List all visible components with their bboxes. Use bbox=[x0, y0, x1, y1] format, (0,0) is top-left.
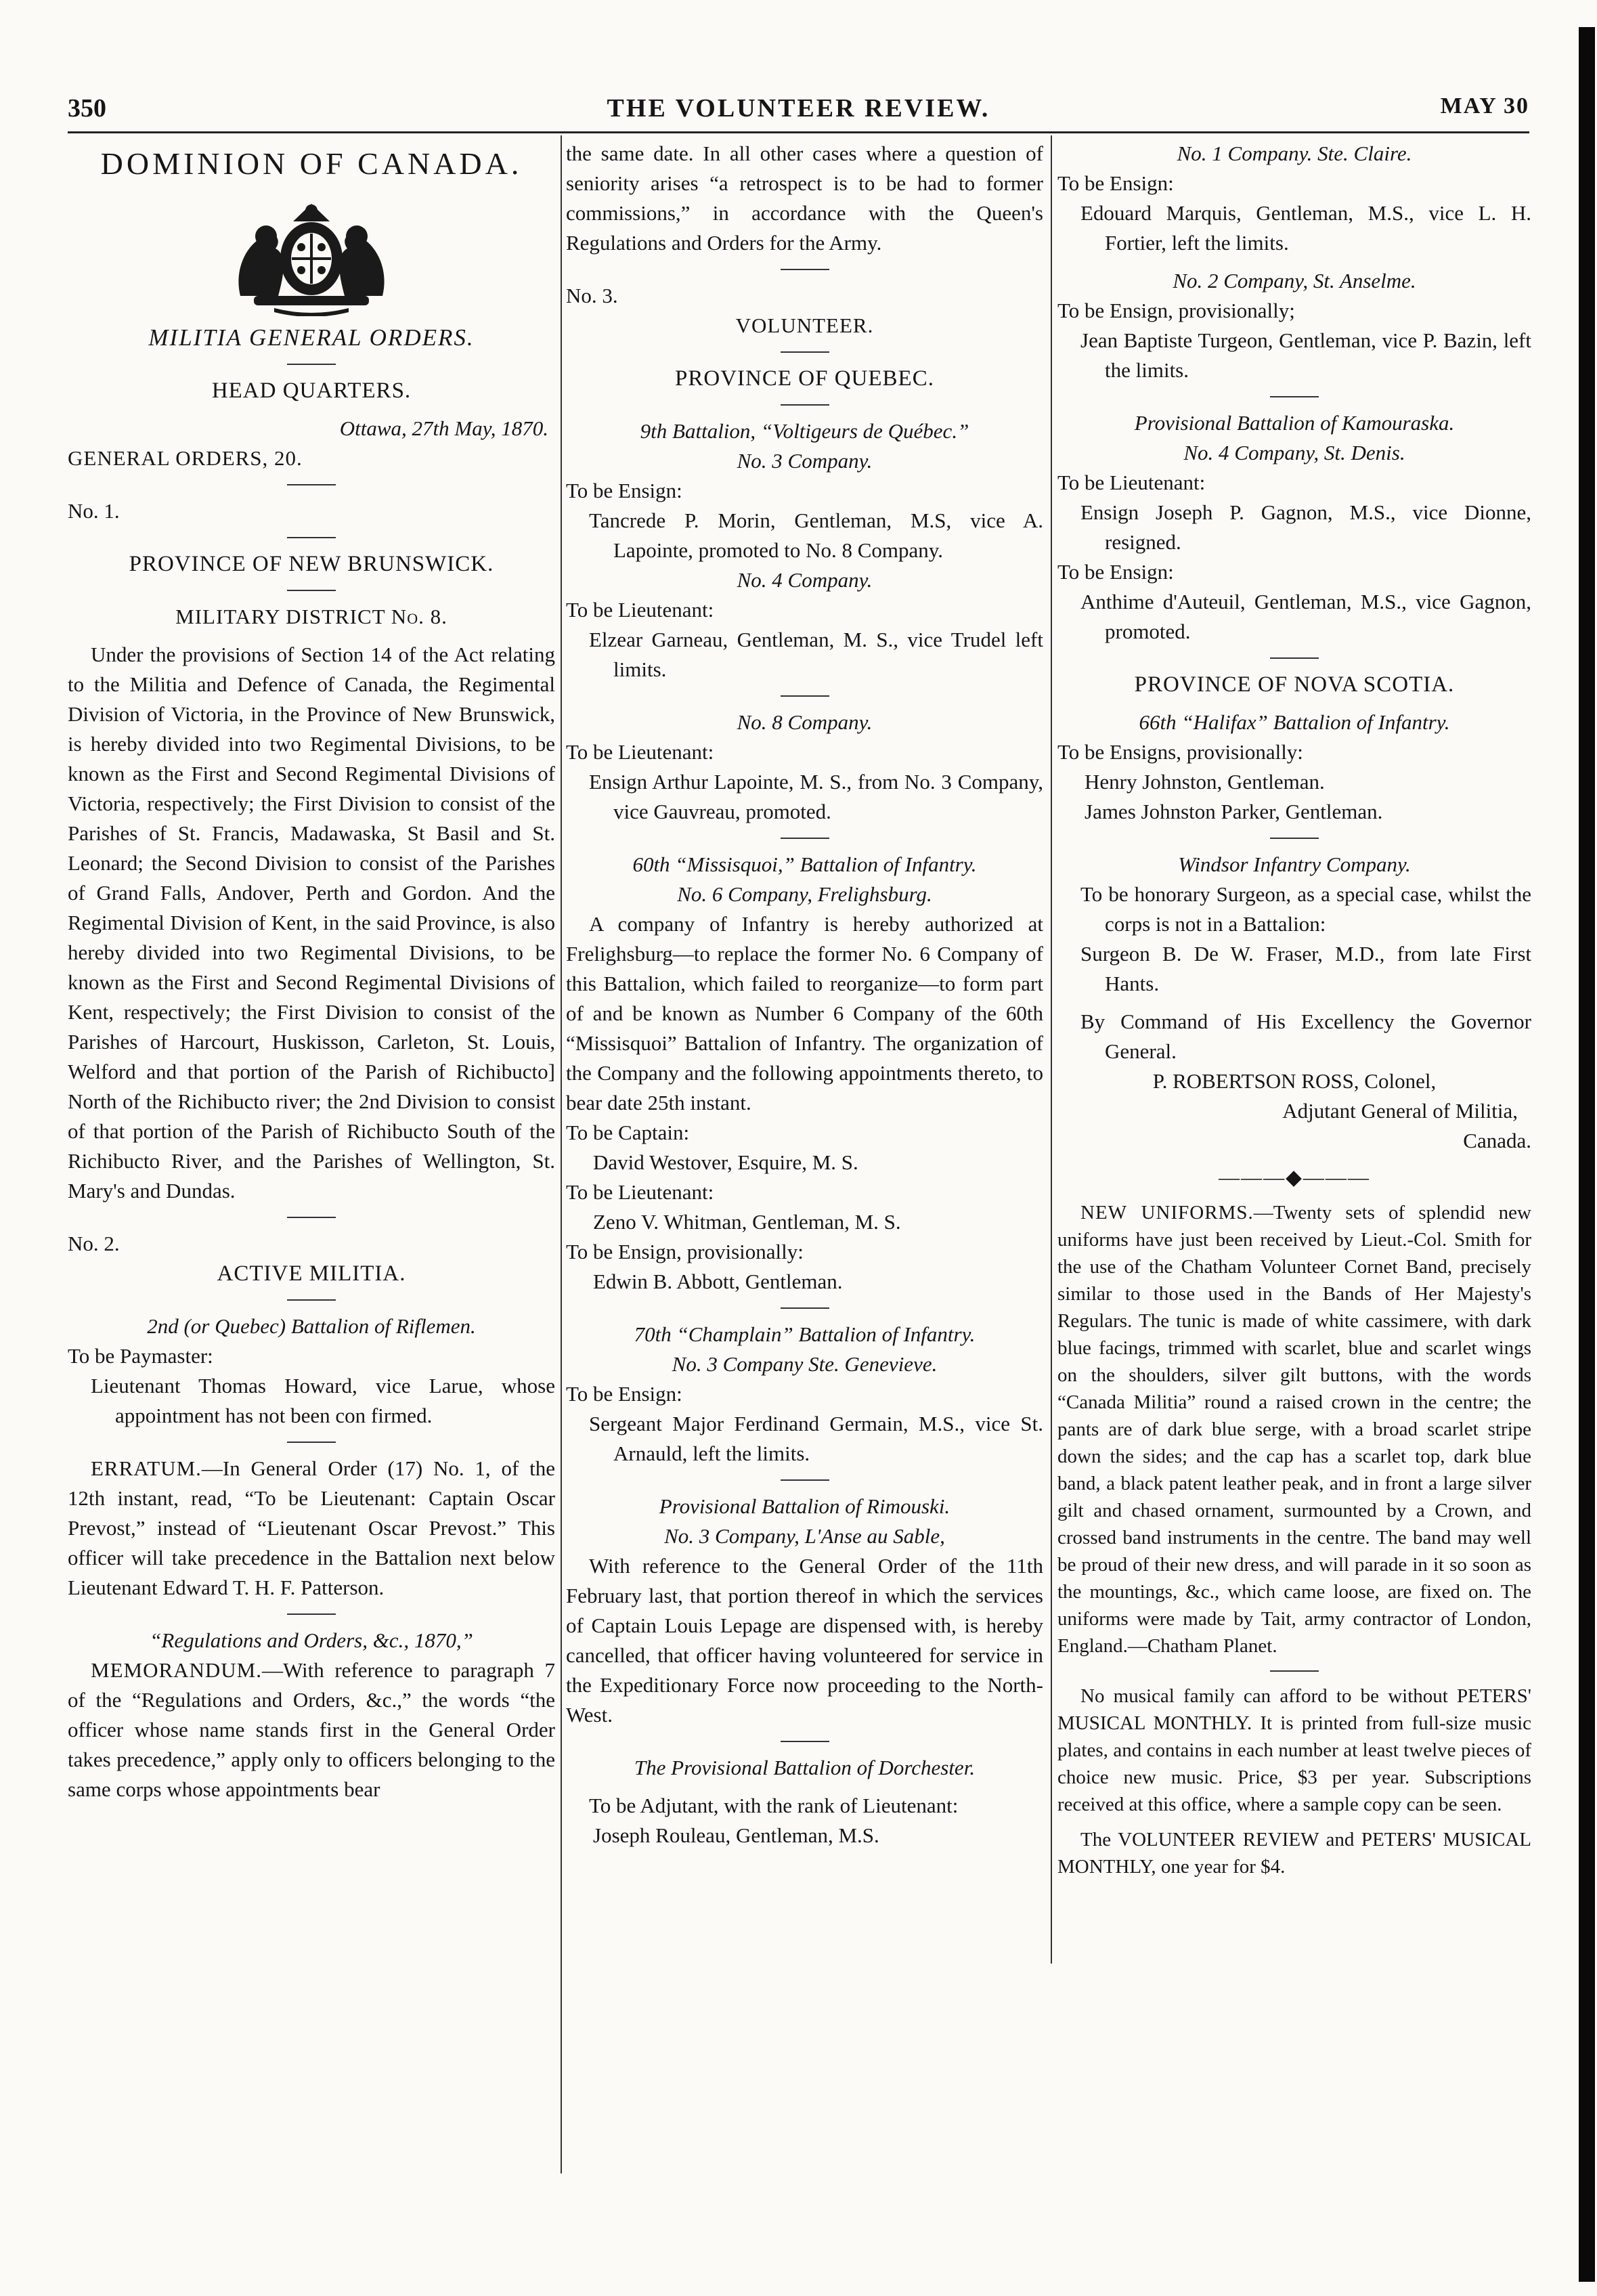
battalion-heading: 66th “Halifax” Battalion of Infantry. bbox=[1139, 710, 1450, 734]
order-number: No. 2. bbox=[68, 1232, 120, 1255]
order-paragraph: With reference to the General Order of the 11th February last, that portion thereof in which the services of Captain Louis Lepage are dispensed with, is hereby cancelled, that officer having volunteered for service in the Expeditionary Force now proceeding to the North-West. bbox=[566, 1554, 1043, 1727]
divider bbox=[1270, 396, 1319, 397]
divider bbox=[1270, 838, 1319, 839]
company-heading: No. 3 Company, L'Anse au Sable, bbox=[664, 1524, 945, 1548]
general-orders-number: GENERAL ORDERS, 20. bbox=[68, 446, 303, 470]
signature-title: Adjutant General of Militia, bbox=[1282, 1099, 1518, 1123]
appointment-text: Anthime d'Auteuil, Gentleman, M.S., vice Gagnon, promoted. bbox=[1080, 590, 1531, 643]
divider bbox=[781, 695, 829, 697]
appointment-text: Ensign Joseph P. Gagnon, M.S., vice Dionne, resigned. bbox=[1080, 500, 1531, 554]
divider bbox=[781, 351, 829, 353]
divider bbox=[781, 404, 829, 406]
divider bbox=[287, 1217, 336, 1218]
music-advertisement: No musical family can afford to be without PETERS' MUSICAL MONTHLY. It is printed from full-size music plates, and contains in each number at least twelve pieces of choice new music. Price, $3 per year. Subscriptions received at this office, where a sample copy can be seen. bbox=[1057, 1685, 1531, 1815]
signature-place: Canada. bbox=[1463, 1129, 1531, 1152]
divider bbox=[287, 484, 336, 485]
uniforms-heading: NEW UNIFORMS. bbox=[1080, 1202, 1254, 1223]
battalion-heading: 2nd (or Quebec) Battalion of Riflemen. bbox=[147, 1314, 476, 1338]
divider bbox=[287, 1299, 336, 1301]
company-heading: No. 8 Company. bbox=[737, 710, 873, 734]
active-militia-heading: ACTIVE MILITIA. bbox=[217, 1261, 406, 1286]
column-3 bbox=[1057, 139, 1531, 2224]
command-line: By Command of His Excellency the Governor General. bbox=[1080, 1010, 1531, 1063]
battalion-heading: Provisional Battalion of Rimouski. bbox=[659, 1494, 950, 1518]
battalion-heading: 9th Battalion, “Voltigeurs de Québec.” bbox=[640, 419, 969, 443]
signature-name: P. ROBERTSON ROSS, Colonel, bbox=[1152, 1069, 1437, 1093]
order-paragraph: Under the provisions of Section 14 of the Act relating to the Militia and Defence of Canada, the Regimental Division of Victoria, in the Province of New Brunswick, is hereby divided into two Regimental Divisions, to be known as the First and Second Regimental Divisions of Victoria, respectively; the First Division to consist of the Parishes of St. Francis, Madawaska, St Basil and St. Leonard; the Second Division to consist of the Parishes of Grand Falls, Andover, Perth and Gordon. And the Regimental Division of Kent, in the said Province, is also hereby divided into two Regimental Divisions, to be known as the First and Second Regimental Divisions of Kent, respectively; the First Division to consist of the Parishes of Harcourt, Huskisson, Carleton, St. Louis, Welford and that portion of the Parish of Richibucto] North of the Richibucto river; the 2nd Division to consist of that portion of the Parish of Richibucto South of the Richibucto River, and the Parishes of Wellington, St. Mary's and Dundas. bbox=[68, 643, 555, 1203]
appointment-type: To be Lieutenant: bbox=[566, 1180, 714, 1204]
page-header bbox=[68, 93, 1529, 127]
company-heading: Windsor Infantry Company. bbox=[1178, 852, 1411, 876]
appointment-type: To be Lieutenant: bbox=[1057, 471, 1206, 494]
battalion-heading: 70th “Champlain” Battalion of Infantry. bbox=[634, 1322, 976, 1346]
column-1 bbox=[68, 139, 555, 2224]
appointment-text: Surgeon B. De W. Fraser, M.D., from late First Hants. bbox=[1080, 942, 1531, 995]
appointment-type: To be Ensign, provisionally; bbox=[1057, 299, 1295, 322]
place-date: Ottawa, 27th May, 1870. bbox=[339, 416, 548, 440]
memorandum-text: —With reference to paragraph 7 of the “Regulations and Orders, &c.,” the words “the officer whose name stands first in the General Order takes precedence,” apply only to officers belonging to the same corps whose appointments bear bbox=[68, 1658, 555, 1801]
issue-date: MAY 30 bbox=[1440, 93, 1529, 118]
company-heading: No. 4 Company. bbox=[737, 568, 873, 592]
appointment-text: Edwin B. Abbott, Gentleman. bbox=[593, 1270, 843, 1293]
province-heading: PROVINCE OF NEW BRUNSWICK. bbox=[129, 552, 494, 576]
appointment-text: James Johnston Parker, Gentleman. bbox=[1085, 800, 1383, 823]
appointment-text: Joseph Rouleau, Gentleman, M.S. bbox=[593, 1823, 879, 1847]
battalion-heading: Provisional Battalion of Kamouraska. bbox=[1134, 411, 1455, 435]
divider bbox=[781, 1741, 829, 1742]
divider bbox=[287, 537, 336, 538]
company-heading: No. 6 Company, Frelighsburg. bbox=[677, 882, 932, 906]
appointment-type: To be Lieutenant: bbox=[566, 598, 714, 622]
company-heading: No. 1 Company. Ste. Claire. bbox=[1177, 142, 1412, 165]
regulations-heading: “Regulations and Orders, &c., 1870,” bbox=[150, 1628, 473, 1652]
memorandum-heading: MEMORANDUM. bbox=[91, 1658, 262, 1682]
continued-paragraph: the same date. In all other cases where a question of seniority arises “a retrospect is to be had to former commissions,” in accordance with the Queen's Regulations and Orders for the Army. bbox=[566, 142, 1043, 255]
company-heading: No. 3 Company. bbox=[737, 449, 873, 473]
erratum-paragraph bbox=[68, 1454, 555, 1603]
royal-coat-of-arms-icon bbox=[213, 194, 410, 316]
appointment-text: Jean Baptiste Turgeon, Gentleman, vice P. Bazin, left the limits. bbox=[1080, 328, 1531, 382]
divider bbox=[287, 1613, 336, 1615]
battalion-heading: The Provisional Battalion of Dorchester. bbox=[634, 1756, 976, 1779]
appointment-type: To be Adjutant, with the rank of Lieutenant: bbox=[589, 1794, 959, 1817]
divider bbox=[781, 838, 829, 839]
appointment-text: Lieutenant Thomas Howard, vice Larue, whose appointment has not been con firmed. bbox=[91, 1374, 555, 1427]
district-heading: MILITARY DISTRICT No. 8. bbox=[175, 605, 447, 628]
appointment-type: To be Lieutenant: bbox=[566, 740, 714, 764]
company-heading: No. 2 Company, St. Anselme. bbox=[1173, 269, 1416, 293]
appointment-text: Henry Johnston, Gentleman. bbox=[1085, 770, 1325, 794]
appointment-text: Ensign Arthur Lapointe, M. S., from No. 3 Company, vice Gauvreau, promoted. bbox=[589, 770, 1043, 823]
appointment-type: To be Ensign: bbox=[1057, 171, 1174, 195]
appointment-type: To be Paymaster: bbox=[68, 1344, 213, 1368]
section-title: DOMINION OF CANADA. bbox=[100, 146, 523, 181]
page-edge-shadow bbox=[1579, 27, 1595, 2282]
head-quarters: HEAD QUARTERS. bbox=[211, 378, 412, 403]
erratum-heading: ERRATUM. bbox=[91, 1456, 202, 1480]
erratum-text: —In General Order (17) No. 1, of the 12th instant, read, “To be Lieutenant: Captain Oscar Prevost,” instead of “Lieutenant Oscar Prevost.” This officer will take precedence in the Battalion next below Lieutenant Edward T. H. F. Patterson. bbox=[68, 1456, 555, 1599]
divider bbox=[1270, 1670, 1319, 1672]
appointment-text: Zeno V. Whitman, Gentleman, M. S. bbox=[593, 1210, 901, 1234]
appointment-type: To be honorary Surgeon, as a special case, whilst the corps is not in a Battalion: bbox=[1080, 882, 1531, 936]
column-divider-2 bbox=[1051, 135, 1052, 1964]
appointment-text: Sergeant Major Ferdinand Germain, M.S., vice St. Arnauld, left the limits. bbox=[589, 1412, 1043, 1465]
province-heading: PROVINCE OF NOVA SCOTIA. bbox=[1134, 672, 1455, 697]
company-heading: No. 3 Company Ste. Genevieve. bbox=[672, 1352, 938, 1376]
appointment-type: To be Captain: bbox=[566, 1121, 690, 1144]
newspaper-title: THE VOLUNTEER REVIEW. bbox=[607, 94, 990, 123]
subscription-offer: The VOLUNTEER REVIEW and PETERS' MUSICAL MONTHLY, one year for $4. bbox=[1057, 1829, 1531, 1878]
uniforms-paragraph bbox=[1057, 1199, 1531, 1660]
column-divider-1 bbox=[561, 135, 562, 2173]
page-number: 350 bbox=[68, 94, 106, 123]
appointment-type: To be Ensign, provisionally: bbox=[566, 1240, 804, 1263]
appointment-type: To be Ensign: bbox=[566, 479, 682, 502]
province-heading: PROVINCE OF QUEBEC. bbox=[675, 366, 934, 391]
appointment-type: To be Ensigns, provisionally: bbox=[1057, 740, 1303, 764]
divider bbox=[287, 364, 336, 365]
divider bbox=[781, 1307, 829, 1309]
appointment-text: Elzear Garneau, Gentleman, M. S., vice Trudel left limits. bbox=[589, 628, 1043, 681]
volunteer-heading: VOLUNTEER. bbox=[735, 313, 874, 337]
divider bbox=[781, 269, 829, 270]
memorandum-paragraph bbox=[68, 1655, 555, 1804]
appointment-text: David Westover, Esquire, M. S. bbox=[593, 1150, 858, 1174]
divider bbox=[287, 590, 336, 591]
divider bbox=[287, 1442, 336, 1443]
column-2 bbox=[566, 139, 1043, 2224]
divider bbox=[1270, 657, 1319, 659]
appointment-text: Tancrede P. Morin, Gentleman, M.S, vice A. Lapointe, promoted to No. 8 Company. bbox=[589, 508, 1043, 562]
appointment-type: To be Ensign: bbox=[566, 1382, 682, 1406]
uniforms-text: —Twenty sets of splendid new uniforms have just been received by Lieut.-Col. Smith for the use of the Chatham Volunteer Cornet Band, precisely similar to those used in the Bands of Her Majesty's Regulars. The tunic is made of white cassimere, with dark blue facings, trimmed with scarlet, blue and scarlet wings on the shoulders, silver gilt buttons, with the words “Canada Militia” round a raised crown in the centre; the pants are of dark blue serge, with a broad scarlet stripe down the sides; and the cap has a scarlet top, dark blue band, a black patent leather peak, and in front a large silver gilt and chased ornament, surmounted by a Crown, and crossed band instruments in the centre. The band may well be proud of their new dress, and will parade in it so soon as the mountings, &c., which came loose, are fixed on. The uniforms were made by Tait, army contractor of London, England.—Chatham Planet. bbox=[1057, 1202, 1531, 1657]
battalion-heading: 60th “Missisquoi,” Battalion of Infantry. bbox=[632, 852, 977, 876]
order-number: No. 3. bbox=[566, 284, 618, 307]
divider bbox=[781, 1479, 829, 1481]
appointment-type: To be Ensign: bbox=[1057, 560, 1174, 584]
appointment-text: Edouard Marquis, Gentleman, M.S., vice L. H. Fortier, left the limits. bbox=[1080, 201, 1531, 255]
ornamental-divider: ———◆——— bbox=[1219, 1165, 1370, 1189]
header-rule bbox=[68, 131, 1529, 133]
company-heading: No. 4 Company, St. Denis. bbox=[1183, 441, 1405, 464]
order-number: No. 1. bbox=[68, 499, 120, 523]
order-paragraph: A company of Infantry is hereby authorized at Frelighsburg—to replace the former No. 6 Company of this Battalion, which failed to reorganize—to form part of and be known as Number 6 Company of the 60th “Missisquoi” Battalion of Infantry. The organization of the Company and the following appointments thereto, to bear date 25th instant. bbox=[566, 912, 1043, 1114]
orders-title: MILITIA GENERAL ORDERS. bbox=[148, 324, 475, 351]
